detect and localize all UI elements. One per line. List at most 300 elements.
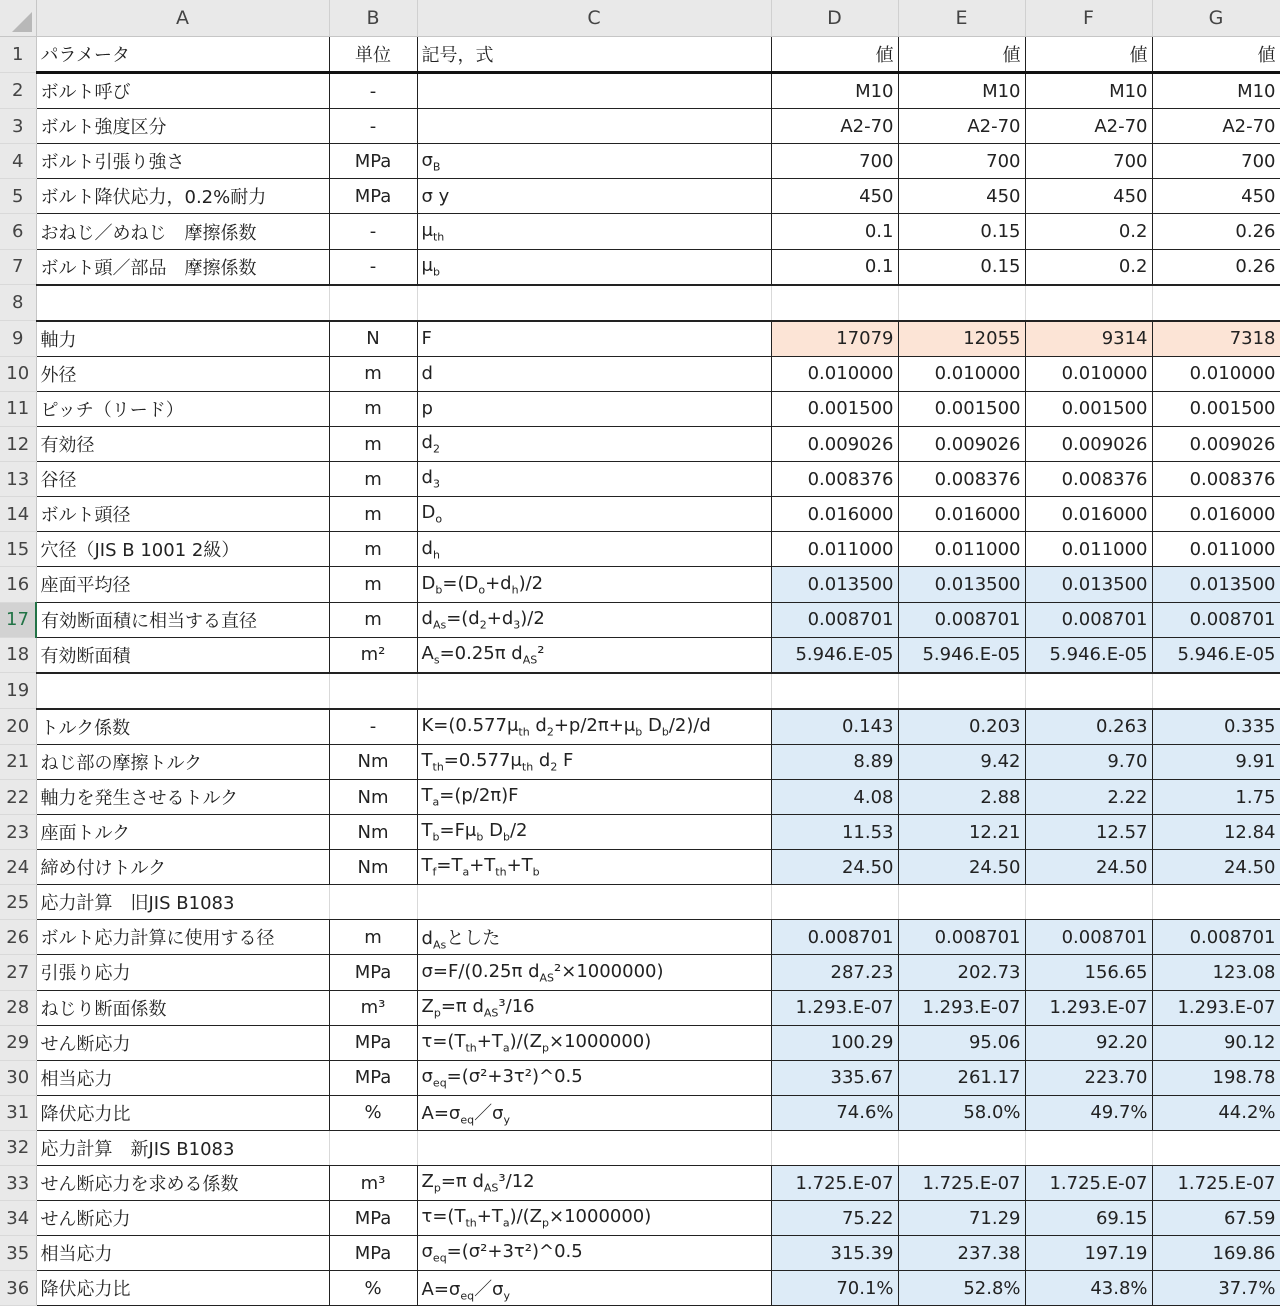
row-header[interactable]: 16: [0, 567, 36, 602]
cell-value-f[interactable]: [1025, 673, 1152, 709]
row-header[interactable]: 1: [0, 37, 36, 73]
cell-value-f[interactable]: A2-70: [1025, 109, 1152, 144]
cell-value-g[interactable]: 1.293.E-07: [1152, 990, 1280, 1025]
cell-formula[interactable]: $D_o$: [417, 497, 771, 532]
cell-formula[interactable]: $\sigma_B$: [417, 144, 771, 179]
cell-value-e[interactable]: 5.946.E-05: [898, 637, 1025, 673]
cell-unit[interactable]: MPa: [329, 1060, 417, 1095]
table-row: [0, 744, 1280, 779]
cell-value-g[interactable]: 0.008701: [1152, 602, 1280, 637]
row-header[interactable]: 21: [0, 744, 36, 779]
cell-parameter[interactable]: ボルト強度区分: [36, 109, 329, 144]
cell-unit[interactable]: m: [329, 356, 417, 391]
row-header[interactable]: 18: [0, 637, 36, 673]
cell-unit[interactable]: 単位: [329, 37, 417, 73]
cell-unit[interactable]: MPa: [329, 1025, 417, 1060]
cell-parameter[interactable]: 相当応力: [36, 1060, 329, 1095]
cell-parameter[interactable]: 座面平均径: [36, 567, 329, 602]
row-header[interactable]: 20: [0, 709, 36, 745]
row-header[interactable]: 5: [0, 179, 36, 214]
cell-parameter[interactable]: 降伏応力比: [36, 1095, 329, 1130]
cell-parameter[interactable]: せん断応力を求める係数: [36, 1166, 329, 1201]
cell-unit[interactable]: m: [329, 920, 417, 955]
cell-value-e[interactable]: 261.17: [898, 1060, 1025, 1095]
cell-value-f[interactable]: 0.009026: [1025, 427, 1152, 462]
cell-unit[interactable]: m³: [329, 990, 417, 1025]
cell-formula[interactable]: σ=F/(0.25π $d_{AS}^2\times 1000000$): [417, 955, 771, 990]
cell-parameter[interactable]: 座面トルク: [36, 815, 329, 850]
column-header-d[interactable]: D: [771, 0, 898, 37]
cell-value-f[interactable]: 5.946.E-05: [1025, 637, 1152, 673]
cell-value-e[interactable]: 700: [898, 144, 1025, 179]
cell-value-f[interactable]: 0.008376: [1025, 462, 1152, 497]
cell-value-g[interactable]: 0.016000: [1152, 497, 1280, 532]
cell-value-e[interactable]: M10: [898, 73, 1025, 109]
cell-value-d[interactable]: 0.016000: [771, 497, 898, 532]
cell-value-f[interactable]: 223.70: [1025, 1060, 1152, 1095]
cell-parameter[interactable]: ねじ部の摩擦トルク: [36, 744, 329, 779]
cell-unit[interactable]: Nm: [329, 815, 417, 850]
cell-formula[interactable]: $d_{As}=(d_2+d_3)/2$: [417, 602, 771, 637]
cell-value-f[interactable]: [1025, 885, 1152, 920]
cell-unit[interactable]: m: [329, 427, 417, 462]
column-header-e[interactable]: E: [898, 0, 1025, 37]
cell-formula[interactable]: $d_{As}$とした: [417, 920, 771, 955]
cell-parameter[interactable]: ねじり断面係数: [36, 990, 329, 1025]
row-header[interactable]: 36: [0, 1271, 36, 1306]
column-header-f[interactable]: F: [1025, 0, 1152, 37]
cell-parameter[interactable]: ボルト頭／部品 摩擦係数: [36, 249, 329, 285]
cell-value-f[interactable]: 1.293.E-07: [1025, 990, 1152, 1025]
cell-value-f[interactable]: 0.016000: [1025, 497, 1152, 532]
cell-parameter[interactable]: 軸力: [36, 321, 329, 357]
row-header[interactable]: 4: [0, 144, 36, 179]
cell-unit[interactable]: MPa: [329, 955, 417, 990]
row-header[interactable]: 8: [0, 285, 36, 321]
cell-value-d[interactable]: 315.39: [771, 1236, 898, 1271]
cell-value-g[interactable]: 24.50: [1152, 850, 1280, 885]
column-header-b[interactable]: B: [329, 0, 417, 37]
cell-value-d[interactable]: 値: [771, 37, 898, 73]
cell-value-e[interactable]: 95.06: [898, 1025, 1025, 1060]
cell-value-e[interactable]: 24.50: [898, 850, 1025, 885]
table-row: [0, 815, 1280, 850]
cell-value-d[interactable]: 75.22: [771, 1201, 898, 1236]
cell-value-d[interactable]: 287.23: [771, 955, 898, 990]
cell-parameter[interactable]: ボルト応力計算に使用する径: [36, 920, 329, 955]
cell-value-f[interactable]: 9.70: [1025, 744, 1152, 779]
row-header[interactable]: 25: [0, 885, 36, 920]
cell-parameter[interactable]: パラメータ: [36, 37, 329, 73]
cell-value-d[interactable]: 450: [771, 179, 898, 214]
column-header-g[interactable]: G: [1152, 0, 1280, 37]
cell-value-d[interactable]: 0.143: [771, 709, 898, 745]
row-header[interactable]: 35: [0, 1236, 36, 1271]
row-header[interactable]: 9: [0, 321, 36, 357]
cell-value-f[interactable]: 0.008701: [1025, 602, 1152, 637]
cell-value-f[interactable]: 156.65: [1025, 955, 1152, 990]
cell-formula[interactable]: $Z_p=\pi$ $d_{AS}^3/12$: [417, 1166, 771, 1201]
cell-unit[interactable]: m: [329, 462, 417, 497]
cell-value-e[interactable]: 450: [898, 179, 1025, 214]
cell-value-d[interactable]: 0.013500: [771, 567, 898, 602]
cell-parameter[interactable]: 有効断面積: [36, 637, 329, 673]
cell-unit[interactable]: m: [329, 391, 417, 426]
cell-formula[interactable]: $\mu_{th}$: [417, 214, 771, 249]
cell-value-d[interactable]: [771, 673, 898, 709]
cell-value-e[interactable]: 12055: [898, 321, 1025, 357]
cell-value-g[interactable]: 0.013500: [1152, 567, 1280, 602]
cell-value-f[interactable]: [1025, 1130, 1152, 1165]
cell-value-g[interactable]: 123.08: [1152, 955, 1280, 990]
cell-formula[interactable]: [417, 885, 771, 920]
cell-value-f[interactable]: 0.013500: [1025, 567, 1152, 602]
row-header[interactable]: 29: [0, 1025, 36, 1060]
cell-formula[interactable]: [417, 285, 771, 321]
select-all-button[interactable]: [0, 0, 36, 37]
cell-parameter[interactable]: トルク係数: [36, 709, 329, 745]
cell-value-g[interactable]: 0.26: [1152, 249, 1280, 285]
cell-unit[interactable]: -: [329, 109, 417, 144]
cell-unit[interactable]: [329, 673, 417, 709]
cell-value-e[interactable]: 0.15: [898, 214, 1025, 249]
cell-value-g[interactable]: 0.26: [1152, 214, 1280, 249]
cell-parameter[interactable]: ボルト降伏応力，0.2%耐力: [36, 179, 329, 214]
cell-value-d[interactable]: [771, 1130, 898, 1165]
cell-value-f[interactable]: 値: [1025, 37, 1152, 73]
row-header[interactable]: 22: [0, 779, 36, 814]
cell-parameter[interactable]: 降伏応力比: [36, 1271, 329, 1306]
cell-value-e[interactable]: A2-70: [898, 109, 1025, 144]
cell-value-f[interactable]: 0.2: [1025, 249, 1152, 285]
cell-value-f[interactable]: 1.725.E-07: [1025, 1166, 1152, 1201]
cell-parameter[interactable]: ピッチ（リード）: [36, 391, 329, 426]
cell-formula[interactable]: $d_h$: [417, 532, 771, 567]
cell-value-g[interactable]: [1152, 673, 1280, 709]
cell-value-g[interactable]: 7318: [1152, 321, 1280, 357]
cell-parameter[interactable]: [36, 285, 329, 321]
row-header[interactable]: 17: [0, 602, 36, 637]
cell-value-g[interactable]: [1152, 1130, 1280, 1165]
cell-unit[interactable]: m³: [329, 1166, 417, 1201]
cell-unit[interactable]: Nm: [329, 744, 417, 779]
cell-formula[interactable]: [417, 1130, 771, 1165]
cell-value-e[interactable]: 9.42: [898, 744, 1025, 779]
cell-value-g[interactable]: 0.335: [1152, 709, 1280, 745]
cell-value-g[interactable]: 198.78: [1152, 1060, 1280, 1095]
cell-unit[interactable]: m: [329, 602, 417, 637]
cell-value-g[interactable]: 0.008701: [1152, 920, 1280, 955]
cell-value-e[interactable]: [898, 285, 1025, 321]
cell-parameter[interactable]: せん断応力: [36, 1201, 329, 1236]
cell-value-d[interactable]: 700: [771, 144, 898, 179]
cell-parameter[interactable]: 相当応力: [36, 1236, 329, 1271]
row-header[interactable]: 30: [0, 1060, 36, 1095]
cell-unit[interactable]: [329, 1130, 417, 1165]
cell-value-f[interactable]: 2.22: [1025, 779, 1152, 814]
cell-value-d[interactable]: [771, 285, 898, 321]
cell-value-f[interactable]: 700: [1025, 144, 1152, 179]
cell-value-d[interactable]: 0.008701: [771, 920, 898, 955]
cell-value-d[interactable]: 11.53: [771, 815, 898, 850]
cell-value-d[interactable]: 100.29: [771, 1025, 898, 1060]
cell-value-g[interactable]: 0.010000: [1152, 356, 1280, 391]
cell-value-g[interactable]: 0.011000: [1152, 532, 1280, 567]
cell-value-g[interactable]: 1.725.E-07: [1152, 1166, 1280, 1201]
cell-unit[interactable]: Nm: [329, 850, 417, 885]
cell-value-d[interactable]: 0.009026: [771, 427, 898, 462]
row-header[interactable]: 15: [0, 532, 36, 567]
row-header[interactable]: 2: [0, 73, 36, 109]
cell-formula[interactable]: $K=(0.577\mu_{th}$ $d_2+p/2\pi+\mu_b$ $D_b/2)/d$: [417, 709, 771, 745]
cell-value-d[interactable]: 0.011000: [771, 532, 898, 567]
cell-value-d[interactable]: 0.010000: [771, 356, 898, 391]
cell-value-f[interactable]: 9314: [1025, 321, 1152, 357]
cell-unit[interactable]: [329, 885, 417, 920]
cell-value-e[interactable]: 58.0%: [898, 1095, 1025, 1130]
cell-value-d[interactable]: 5.946.E-05: [771, 637, 898, 673]
cell-unit[interactable]: MPa: [329, 179, 417, 214]
cell-value-e[interactable]: [898, 885, 1025, 920]
row-header[interactable]: 10: [0, 356, 36, 391]
cell-formula[interactable]: $d_3$: [417, 462, 771, 497]
row-header[interactable]: 7: [0, 249, 36, 285]
cell-value-g[interactable]: 90.12: [1152, 1025, 1280, 1060]
cell-value-g[interactable]: 12.84: [1152, 815, 1280, 850]
cell-value-g[interactable]: 9.91: [1152, 744, 1280, 779]
cell-parameter[interactable]: 穴径（JIS B 1001 2級）: [36, 532, 329, 567]
cell-value-e[interactable]: 71.29: [898, 1201, 1025, 1236]
cell-formula[interactable]: $D_b=(D_o+d_h)/2$: [417, 567, 771, 602]
cell-value-f[interactable]: 197.19: [1025, 1236, 1152, 1271]
cell-formula[interactable]: $\sigma_{eq}=(\sigma^2+3\tau^2)\^{}0.5$: [417, 1060, 771, 1095]
cell-formula[interactable]: $A=\sigma_{eq}/\sigma_y$: [417, 1095, 771, 1130]
row-header[interactable]: 28: [0, 990, 36, 1025]
cell-value-d[interactable]: 4.08: [771, 779, 898, 814]
row-header[interactable]: 6: [0, 214, 36, 249]
table-row: [0, 285, 1280, 321]
cell-value-e[interactable]: 0.203: [898, 709, 1025, 745]
row-header[interactable]: 13: [0, 462, 36, 497]
cell-formula[interactable]: $T_a=(p/2\pi)F$: [417, 779, 771, 814]
cell-unit[interactable]: -: [329, 249, 417, 285]
cell-value-d[interactable]: 0.1: [771, 214, 898, 249]
cell-value-f[interactable]: 0.010000: [1025, 356, 1152, 391]
cell-value-g[interactable]: [1152, 885, 1280, 920]
cell-unit[interactable]: MPa: [329, 1201, 417, 1236]
cell-value-f[interactable]: 0.008701: [1025, 920, 1152, 955]
cell-value-f[interactable]: 49.7%: [1025, 1095, 1152, 1130]
cell-value-d[interactable]: 74.6%: [771, 1095, 898, 1130]
cell-value-g[interactable]: 0.001500: [1152, 391, 1280, 426]
cell-unit[interactable]: -: [329, 214, 417, 249]
cell-value-f[interactable]: 69.15: [1025, 1201, 1152, 1236]
cell-parameter[interactable]: 引張り応力: [36, 955, 329, 990]
cell-value-e[interactable]: 0.008701: [898, 602, 1025, 637]
cell-value-d[interactable]: 0.008376: [771, 462, 898, 497]
cell-unit[interactable]: N: [329, 321, 417, 357]
cell-value-f[interactable]: M10: [1025, 73, 1152, 109]
cell-parameter[interactable]: 有効断面積に相当する直径: [36, 602, 329, 637]
cell-parameter[interactable]: 軸力を発生させるトルク: [36, 779, 329, 814]
cell-value-e[interactable]: 1.293.E-07: [898, 990, 1025, 1025]
cell-value-e[interactable]: 0.008376: [898, 462, 1025, 497]
cell-value-g[interactable]: [1152, 285, 1280, 321]
cell-parameter[interactable]: ボルト頭径: [36, 497, 329, 532]
cell-value-e[interactable]: 1.725.E-07: [898, 1166, 1025, 1201]
cell-value-d[interactable]: [771, 885, 898, 920]
row-header[interactable]: 12: [0, 427, 36, 462]
cell-value-f[interactable]: 0.001500: [1025, 391, 1152, 426]
cell-unit[interactable]: [329, 285, 417, 321]
cell-value-g[interactable]: 37.7%: [1152, 1271, 1280, 1306]
cell-value-d[interactable]: M10: [771, 73, 898, 109]
cell-value-g[interactable]: A2-70: [1152, 109, 1280, 144]
cell-value-g[interactable]: 44.2%: [1152, 1095, 1280, 1130]
cell-value-g[interactable]: 700: [1152, 144, 1280, 179]
cell-value-f[interactable]: 0.011000: [1025, 532, 1152, 567]
cell-formula[interactable]: $\tau=(T_{th}+T_a)/(Z_p\times 1000000)$: [417, 1025, 771, 1060]
cell-value-e[interactable]: [898, 673, 1025, 709]
cell-value-g[interactable]: 値: [1152, 37, 1280, 73]
cell-formula[interactable]: $\tau=(T_{th}+T_a)/(Z_p\times 1000000)$: [417, 1201, 771, 1236]
cell-formula[interactable]: σ y: [417, 179, 771, 214]
column-header-a[interactable]: A: [36, 0, 329, 37]
row-header[interactable]: 34: [0, 1201, 36, 1236]
cell-value-f[interactable]: 43.8%: [1025, 1271, 1152, 1306]
cell-value-g[interactable]: 5.946.E-05: [1152, 637, 1280, 673]
cell-value-g[interactable]: 169.86: [1152, 1236, 1280, 1271]
select-all-triangle-icon: [12, 12, 32, 32]
cell-value-e[interactable]: 0.010000: [898, 356, 1025, 391]
cell-formula[interactable]: p: [417, 391, 771, 426]
cell-value-d[interactable]: 0.008701: [771, 602, 898, 637]
cell-formula[interactable]: F: [417, 321, 771, 357]
cell-value-e[interactable]: 値: [898, 37, 1025, 73]
cell-unit[interactable]: -: [329, 73, 417, 109]
cell-formula[interactable]: 記号，式: [417, 37, 771, 73]
cell-value-f[interactable]: 12.57: [1025, 815, 1152, 850]
row-header[interactable]: 27: [0, 955, 36, 990]
cell-value-d[interactable]: 8.89: [771, 744, 898, 779]
row-header[interactable]: 14: [0, 497, 36, 532]
cell-value-g[interactable]: 67.59: [1152, 1201, 1280, 1236]
cell-unit[interactable]: m: [329, 532, 417, 567]
cell-value-e[interactable]: 12.21: [898, 815, 1025, 850]
cell-value-e[interactable]: 52.8%: [898, 1271, 1025, 1306]
cell-value-e[interactable]: 0.009026: [898, 427, 1025, 462]
cell-value-e[interactable]: 0.013500: [898, 567, 1025, 602]
cell-value-f[interactable]: 0.2: [1025, 214, 1152, 249]
cell-value-e[interactable]: 202.73: [898, 955, 1025, 990]
row-header[interactable]: 19: [0, 673, 36, 709]
row-header[interactable]: 33: [0, 1166, 36, 1201]
cell-value-g[interactable]: M10: [1152, 73, 1280, 109]
cell-value-d[interactable]: 335.67: [771, 1060, 898, 1095]
cell-parameter[interactable]: 応力計算 旧JIS B1083: [36, 885, 329, 920]
cell-parameter[interactable]: 外径: [36, 356, 329, 391]
cell-parameter[interactable]: ボルト呼び: [36, 73, 329, 109]
cell-value-g[interactable]: 1.75: [1152, 779, 1280, 814]
cell-value-e[interactable]: 2.88: [898, 779, 1025, 814]
cell-formula[interactable]: $T_{th}=0.577\mu_{th}$ $d_2$ F: [417, 744, 771, 779]
cell-parameter[interactable]: せん断応力: [36, 1025, 329, 1060]
cell-value-g[interactable]: 450: [1152, 179, 1280, 214]
cell-parameter[interactable]: 締め付けトルク: [36, 850, 329, 885]
cell-value-f[interactable]: [1025, 285, 1152, 321]
cell-value-e[interactable]: 0.008701: [898, 920, 1025, 955]
cell-value-e[interactable]: 0.016000: [898, 497, 1025, 532]
cell-parameter[interactable]: ボルト引張り強さ: [36, 144, 329, 179]
cell-formula[interactable]: $\sigma_{eq}=(\sigma^2+3\tau^2)\^{}0.5$: [417, 1236, 771, 1271]
cell-unit[interactable]: m²: [329, 637, 417, 673]
cell-formula[interactable]: $A_s=0.25\pi$ $d_{AS}^2$: [417, 637, 771, 673]
cell-value-f[interactable]: 0.263: [1025, 709, 1152, 745]
cell-unit[interactable]: -: [329, 709, 417, 745]
cell-formula[interactable]: d: [417, 356, 771, 391]
cell-value-g[interactable]: 0.009026: [1152, 427, 1280, 462]
cell-value-f[interactable]: 24.50: [1025, 850, 1152, 885]
cell-value-f[interactable]: 92.20: [1025, 1025, 1152, 1060]
cell-unit[interactable]: Nm: [329, 779, 417, 814]
cell-value-e[interactable]: 0.001500: [898, 391, 1025, 426]
row-header[interactable]: 31: [0, 1095, 36, 1130]
cell-unit[interactable]: m: [329, 497, 417, 532]
cell-value-d[interactable]: A2-70: [771, 109, 898, 144]
cell-value-d[interactable]: 24.50: [771, 850, 898, 885]
cell-value-e[interactable]: 237.38: [898, 1236, 1025, 1271]
cell-parameter[interactable]: おねじ／めねじ 摩擦係数: [36, 214, 329, 249]
cell-unit[interactable]: MPa: [329, 1236, 417, 1271]
cell-formula[interactable]: $A=\sigma_{eq}/\sigma_y$: [417, 1271, 771, 1306]
cell-parameter[interactable]: [36, 673, 329, 709]
column-header-c[interactable]: C: [417, 0, 771, 37]
cell-parameter[interactable]: 有効径: [36, 427, 329, 462]
row-header[interactable]: 11: [0, 391, 36, 426]
cell-value-d[interactable]: 70.1%: [771, 1271, 898, 1306]
cell-value-d[interactable]: 17079: [771, 321, 898, 357]
cell-formula[interactable]: $d_2$: [417, 427, 771, 462]
cell-formula[interactable]: $Z_p=\pi$ $d_{AS}^3/16$: [417, 990, 771, 1025]
cell-value-f[interactable]: 450: [1025, 179, 1152, 214]
cell-value-d[interactable]: 1.293.E-07: [771, 990, 898, 1025]
cell-value-d[interactable]: 0.001500: [771, 391, 898, 426]
cell-value-e[interactable]: 0.15: [898, 249, 1025, 285]
row-header[interactable]: 23: [0, 815, 36, 850]
cell-parameter[interactable]: 谷径: [36, 462, 329, 497]
row-header[interactable]: 3: [0, 109, 36, 144]
cell-formula[interactable]: $\mu_b$: [417, 249, 771, 285]
cell-value-e[interactable]: 0.011000: [898, 532, 1025, 567]
cell-formula[interactable]: [417, 73, 771, 109]
cell-value-g[interactable]: 0.008376: [1152, 462, 1280, 497]
cell-formula[interactable]: [417, 109, 771, 144]
cell-parameter[interactable]: 応力計算 新JIS B1083: [36, 1130, 329, 1165]
cell-unit[interactable]: MPa: [329, 144, 417, 179]
cell-formula[interactable]: [417, 673, 771, 709]
cell-value-d[interactable]: 0.1: [771, 249, 898, 285]
cell-unit[interactable]: %: [329, 1271, 417, 1306]
cell-formula[interactable]: $T_f=T_a+T_{th}+T_b$: [417, 850, 771, 885]
row-header[interactable]: 26: [0, 920, 36, 955]
cell-unit[interactable]: %: [329, 1095, 417, 1130]
cell-value-d[interactable]: 1.725.E-07: [771, 1166, 898, 1201]
cell-unit[interactable]: m: [329, 567, 417, 602]
row-header[interactable]: 24: [0, 850, 36, 885]
cell-formula[interactable]: $T_b=F\mu_b$ $D_b/2$: [417, 815, 771, 850]
cell-value-e[interactable]: [898, 1130, 1025, 1165]
row-header[interactable]: 32: [0, 1130, 36, 1165]
